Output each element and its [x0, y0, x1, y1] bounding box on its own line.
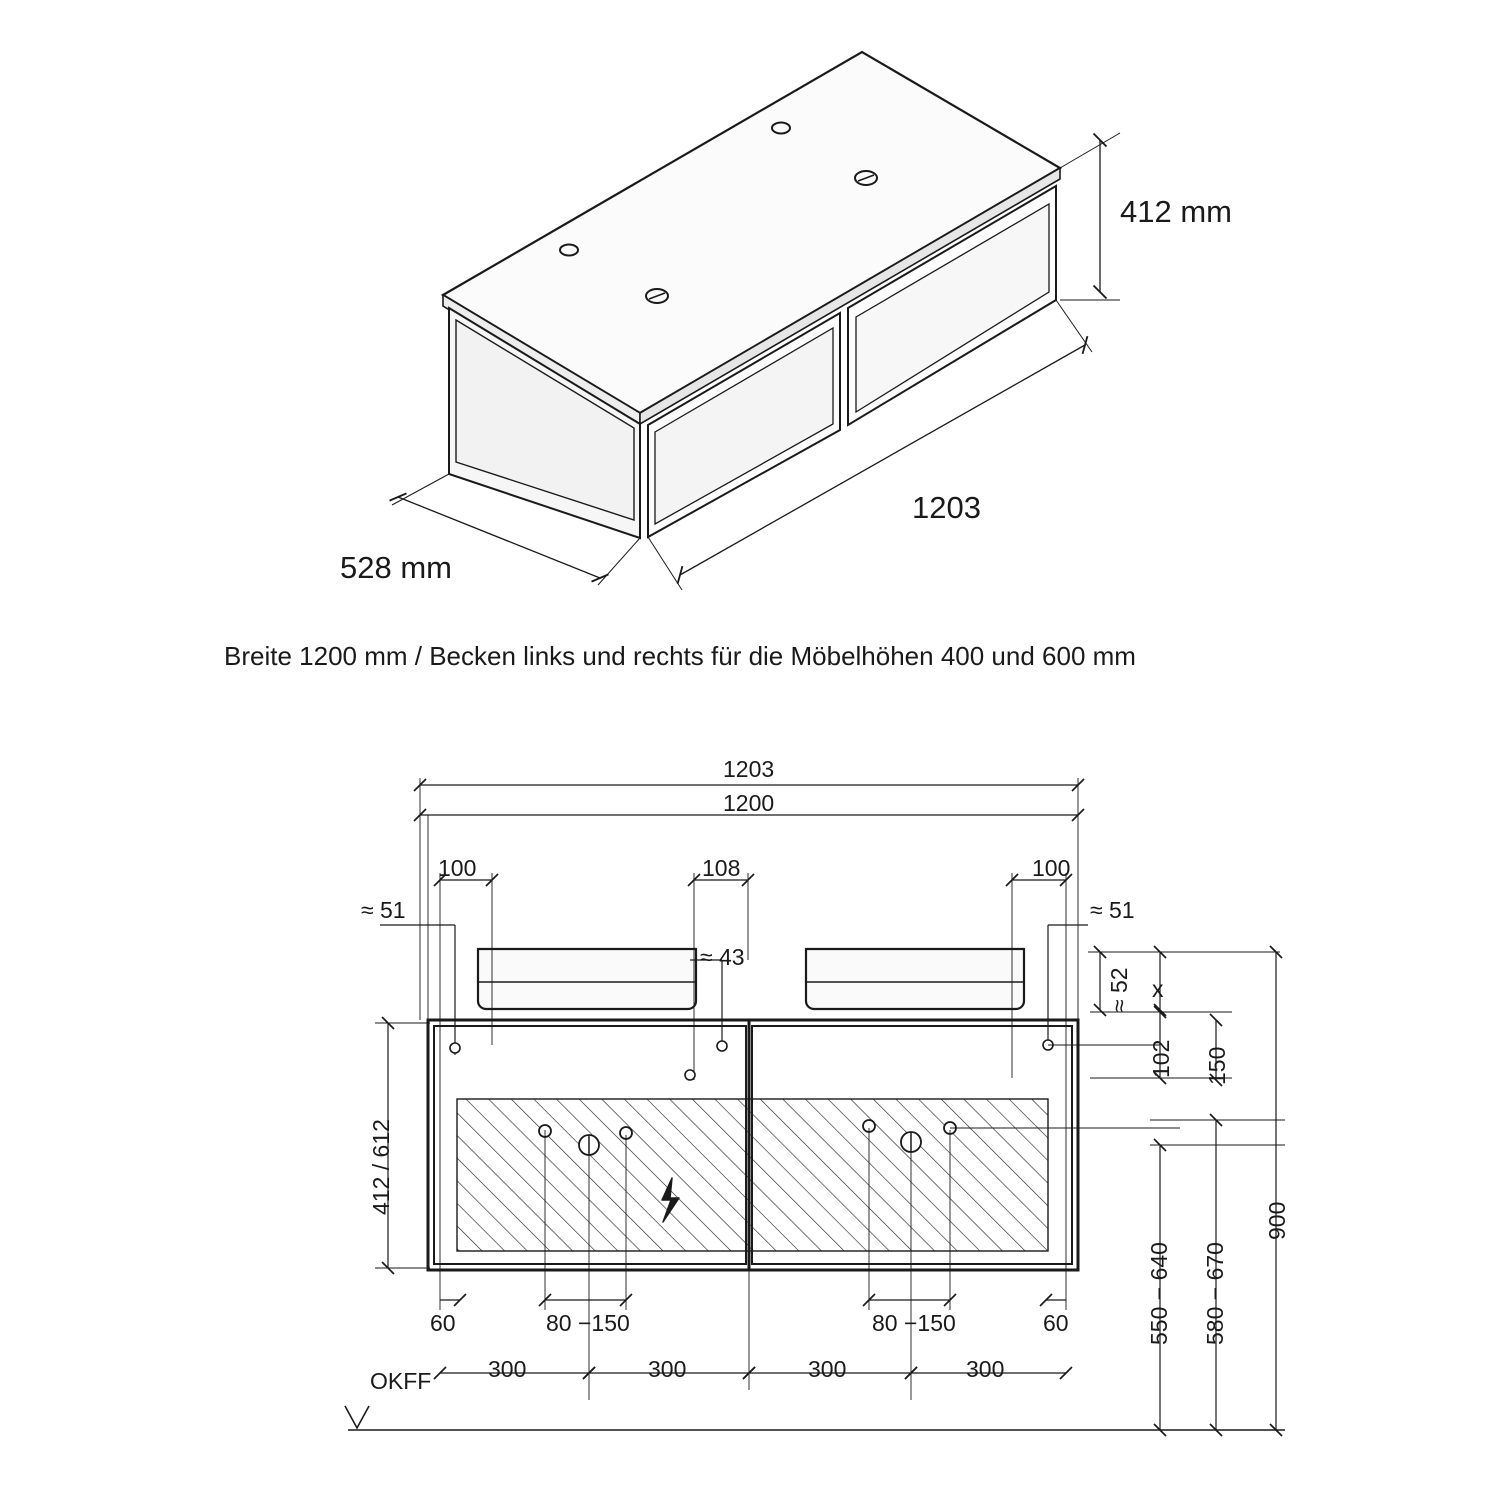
basin-offset-left: 100: [438, 855, 477, 881]
front-elevation: [345, 778, 1285, 1430]
valve-range-right-label: 80 −150: [872, 1310, 956, 1336]
valve-range-left-label: 80 −150: [546, 1310, 630, 1336]
iso-height-label: 412 mm: [1120, 194, 1232, 229]
drain-left-label: ≈ 51: [361, 897, 406, 923]
height-total-label: 900: [1264, 1201, 1290, 1240]
valve-height-alt-label: 150: [1204, 1046, 1230, 1085]
marker-x-label: x: [1152, 976, 1164, 1002]
iso-depth-label: 528 mm: [340, 550, 452, 585]
width-segment-4: 300: [966, 1356, 1005, 1382]
drawing-caption: Breite 1200 mm / Becken links und rechts für die Möbelhöhen 400 und 600 mm: [224, 641, 1136, 671]
front-total-width-outer: 1203: [723, 756, 775, 782]
basin-offset-right: 100: [1032, 855, 1071, 881]
edge-left-label: 60: [430, 1310, 456, 1336]
height-range-b-label: 580 − 670: [1202, 1242, 1228, 1345]
width-segment-1: 300: [488, 1356, 527, 1382]
floor-level-label: OKFF: [370, 1368, 432, 1394]
iso-width-label: 1203: [912, 490, 981, 525]
front-total-width-inner: 1200: [723, 790, 775, 816]
width-segment-2: 300: [648, 1356, 687, 1382]
basin-spacing-center: 108: [702, 855, 741, 881]
basin-height-label: ≈ 52: [1106, 967, 1132, 1012]
drain-right-label: ≈ 51: [1090, 897, 1135, 923]
edge-right-label: 60: [1043, 1310, 1069, 1336]
valve-height-label: 102: [1148, 1039, 1174, 1078]
body-height-label: 412 / 612: [368, 1119, 394, 1215]
overhang-top-label: ≈ 43: [700, 944, 745, 970]
isometric-cabinet: [392, 52, 1120, 590]
width-segment-3: 300: [808, 1356, 847, 1382]
height-range-a-label: 550 − 640: [1146, 1242, 1172, 1345]
